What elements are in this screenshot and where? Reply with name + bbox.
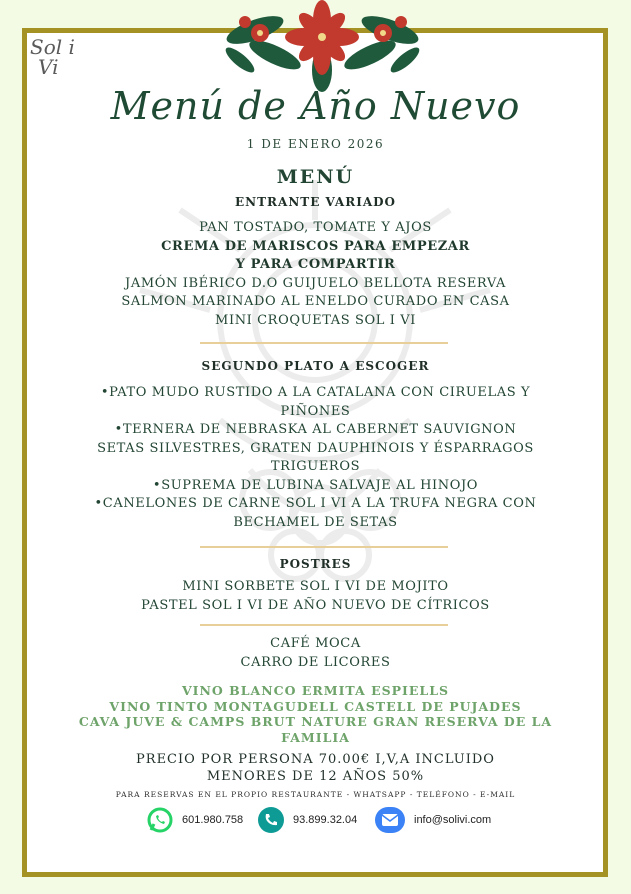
segundo-list <box>30 384 601 532</box>
price-block <box>30 751 601 785</box>
reservations-note: PARA RESERVAS EN EL PROPIO RESTAURANTE - WHATSAPP - TELÉFONO - E-MAIL <box>115 790 516 799</box>
phone-number: 93.899.32.04 <box>293 814 358 826</box>
menu-item: PASTEL SOL I VI DE AÑO NUEVO DE CÍTRICOS <box>141 597 490 613</box>
menu-item: TRIGUEROS <box>270 459 361 474</box>
wine-item: FAMILIA <box>281 729 350 745</box>
menu-item: PAN TOSTADO, TOMATE Y AJOS <box>199 220 432 235</box>
menu-item: •CANELONES DE CARNE SOL I VI A LA TRUFA NEGRA CON <box>94 496 537 511</box>
email-address: info@solivi.com <box>414 814 492 826</box>
wine-item: VINO TINTO MONTAGUDELL CASTELL DE PUJADES <box>109 698 522 714</box>
menu-item: CARRO DE LICORES <box>240 654 391 670</box>
phone-icon <box>258 807 284 833</box>
contact-whatsapp[interactable] <box>147 806 243 834</box>
menu-item: JAMÓN IBÉRICO D.O GUIJUELO BELLOTA RESERVA <box>125 275 506 291</box>
menu-item: SALMON MARINADO AL ENELDO CURADO EN CASA <box>121 294 510 309</box>
email-icon <box>375 807 405 833</box>
menu-item: Y PARA COMPARTIR <box>235 257 396 272</box>
menu-item: •SUPREMA DE LUBINA SALVAJE AL HINOJO <box>152 477 479 493</box>
menu-item: MINI SORBETE SOL I VI DE MOJITO <box>182 579 449 594</box>
wine-item: CAVA JUVE & CAMPS BRUT NATURE GRAN RESERVA DE LA <box>78 714 553 729</box>
floral-decoration <box>215 0 430 95</box>
restaurant-logo <box>30 37 100 87</box>
postres-list <box>30 578 601 615</box>
entrante-list <box>30 219 601 330</box>
divider <box>200 546 448 548</box>
menu-item: BECHAMEL DE SETAS <box>233 514 398 530</box>
menu-item: •TERNERA DE NEBRASKA AL CABERNET SAUVIGNON <box>114 422 517 437</box>
wine-list <box>30 683 601 745</box>
page-title: Menú de Año Nuevo <box>110 84 521 128</box>
menu-item: CAFÉ MOCA <box>270 636 361 651</box>
event-date: 1 DE ENERO 2026 <box>246 137 385 151</box>
price-per-person: PRECIO POR PERSONA 70.00€ I,V,A INCLUIDO <box>136 752 495 767</box>
whatsapp-number: 601.980.758 <box>182 814 244 826</box>
logo-line2: Vi <box>38 55 59 79</box>
menu-item: CREMA DE MARISCOS PARA EMPEZAR <box>161 238 470 254</box>
menu-item: MINI CROQUETAS SOL I VI <box>215 312 416 328</box>
menu-item: SETAS SILVESTRES, GRATEN DAUPHINOIS Y ÉSPARRAGOS <box>97 440 534 456</box>
logo-line1: Sol i <box>30 35 75 59</box>
divider <box>200 342 448 344</box>
section-heading-segundo: SEGUNDO PLATO A ESCOGER <box>201 359 430 373</box>
contact-phone[interactable] <box>258 806 357 834</box>
contact-email[interactable] <box>375 806 491 834</box>
menu-heading: MENÚ <box>276 166 355 188</box>
divider <box>200 624 448 626</box>
section-heading-entrante: ENTRANTE VARIADO <box>235 195 396 209</box>
extras-list <box>30 635 601 672</box>
price-children: MENORES DE 12 AÑOS 50% <box>206 769 425 784</box>
section-heading-postres: POSTRES <box>279 557 352 571</box>
menu-item: PIÑONES <box>280 403 351 419</box>
wine-item: VINO BLANCO ERMITA ESPIELLS <box>181 683 450 698</box>
menu-item: •PATO MUDO RUSTIDO A LA CATALANA CON CIRUELAS Y <box>100 385 531 400</box>
whatsapp-icon <box>147 807 173 833</box>
